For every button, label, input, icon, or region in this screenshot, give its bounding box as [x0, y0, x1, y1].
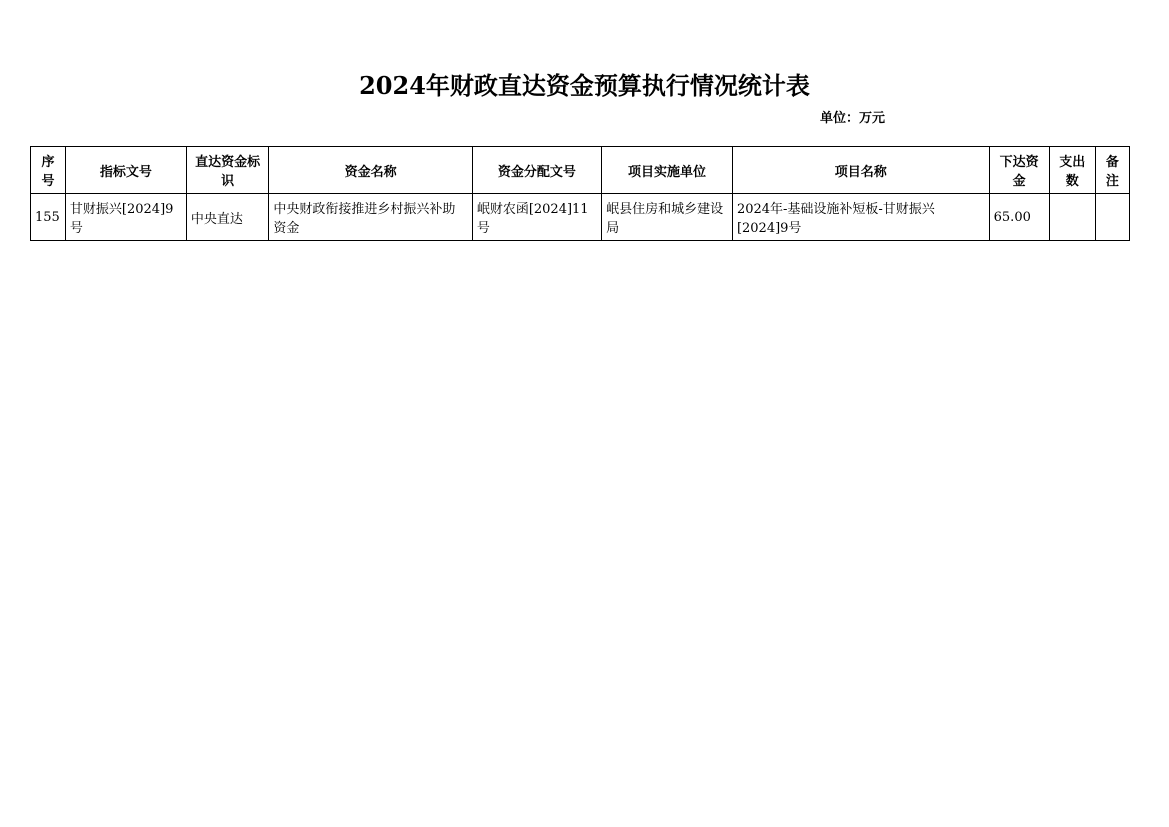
cell: 岷财农函[2024]11号: [472, 194, 601, 241]
budget-table: [30, 146, 1130, 241]
cell: 65.00: [989, 194, 1049, 241]
header-cell: 备注: [1095, 147, 1129, 194]
header-cell: 资金名称: [269, 147, 472, 194]
table-row: [31, 194, 1130, 241]
cell: [1049, 194, 1095, 241]
header-row: [31, 147, 1130, 194]
cell: 甘财振兴[2024]9号: [65, 194, 186, 241]
header-cell: 项目名称: [732, 147, 989, 194]
unit-label: 单位：万元: [820, 111, 886, 126]
header-cell: 下达资金: [989, 147, 1049, 194]
cell: 2024年-基础设施补短板-甘财振兴[2024]9号: [732, 194, 989, 241]
header-cell: 项目实施单位: [602, 147, 733, 194]
header-cell: 资金分配文号: [472, 147, 601, 194]
cell: [1095, 194, 1129, 241]
header-cell: 序号: [31, 147, 66, 194]
header-cell: 支出数: [1049, 147, 1095, 194]
header-cell: 指标文号: [65, 147, 186, 194]
cell: 中央直达: [186, 194, 268, 241]
page-title: 2024年财政直达资金预算执行情况统计表: [359, 71, 810, 100]
header-cell: 直达资金标识: [186, 147, 268, 194]
cell: 中央财政衔接推进乡村振兴补助资金: [269, 194, 472, 241]
cell: 155: [31, 194, 66, 241]
cell: 岷县住房和城乡建设局: [602, 194, 733, 241]
